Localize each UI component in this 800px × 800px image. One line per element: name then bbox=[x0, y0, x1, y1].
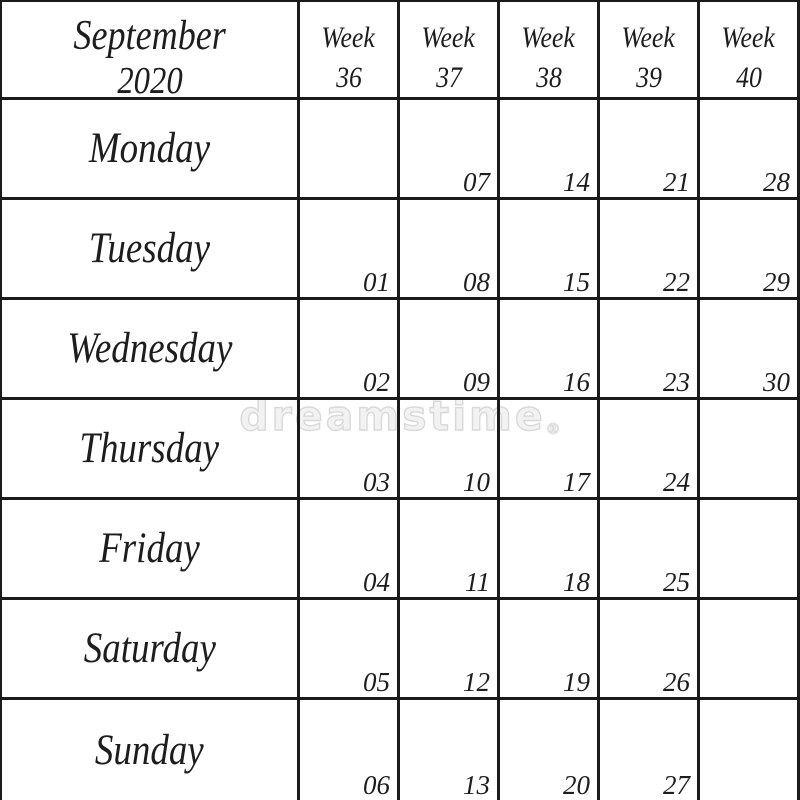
date-number: 29 bbox=[763, 267, 790, 297]
date-cell bbox=[300, 200, 400, 300]
date-cell bbox=[300, 100, 400, 200]
date-number: 26 bbox=[663, 667, 690, 697]
date-cell bbox=[300, 600, 400, 700]
date-cell bbox=[400, 200, 500, 300]
date-number: 09 bbox=[463, 367, 490, 397]
week-number: 39 bbox=[635, 60, 662, 94]
date-cell bbox=[700, 400, 800, 500]
day-row-label-monday bbox=[2, 100, 300, 200]
day-label: Tuesday bbox=[88, 225, 211, 272]
date-cell bbox=[500, 700, 600, 800]
date-number: 19 bbox=[563, 667, 590, 697]
date-cell bbox=[700, 200, 800, 300]
date-number: 14 bbox=[563, 167, 590, 197]
week-label: Week bbox=[621, 20, 676, 54]
day-row-label-friday bbox=[2, 500, 300, 600]
week-label: Week bbox=[421, 20, 476, 54]
day-row-label-saturday bbox=[2, 600, 300, 700]
date-number: 23 bbox=[663, 367, 690, 397]
date-cell bbox=[500, 200, 600, 300]
date-cell bbox=[600, 200, 700, 300]
date-number: 22 bbox=[663, 267, 690, 297]
date-cell bbox=[400, 500, 500, 600]
week-number: 38 bbox=[535, 60, 562, 94]
date-cell bbox=[300, 700, 400, 800]
date-cell bbox=[400, 300, 500, 400]
date-cell bbox=[700, 600, 800, 700]
date-cell bbox=[700, 700, 800, 800]
date-number: 27 bbox=[663, 770, 690, 800]
month-title: September bbox=[73, 13, 226, 59]
date-cell bbox=[600, 600, 700, 700]
day-label: Monday bbox=[88, 125, 211, 172]
month-header-cell bbox=[2, 2, 300, 100]
date-cell bbox=[500, 100, 600, 200]
week-header-36 bbox=[300, 2, 400, 100]
date-cell bbox=[600, 500, 700, 600]
date-number: 11 bbox=[465, 567, 490, 597]
date-cell bbox=[500, 500, 600, 600]
day-row-label-tuesday bbox=[2, 200, 300, 300]
day-label: Saturday bbox=[83, 625, 216, 672]
date-number: 08 bbox=[463, 267, 490, 297]
date-number: 05 bbox=[363, 667, 390, 697]
date-cell bbox=[400, 400, 500, 500]
date-cell bbox=[300, 500, 400, 600]
watermark-brand-text: dreamstime bbox=[239, 392, 546, 440]
date-number: 15 bbox=[563, 267, 590, 297]
date-cell bbox=[400, 600, 500, 700]
date-cell bbox=[700, 500, 800, 600]
date-cell bbox=[500, 300, 600, 400]
week-number: 40 bbox=[735, 60, 762, 94]
date-number: 13 bbox=[463, 770, 490, 800]
week-header-37 bbox=[400, 2, 500, 100]
day-label: Friday bbox=[99, 525, 200, 572]
date-cell bbox=[300, 400, 400, 500]
day-row-label-thursday bbox=[2, 400, 300, 500]
week-number: 37 bbox=[435, 60, 462, 94]
registered-trademark-icon: ® bbox=[545, 420, 561, 438]
date-number: 20 bbox=[563, 770, 590, 800]
date-cell bbox=[500, 600, 600, 700]
date-number: 24 bbox=[663, 467, 690, 497]
week-number: 36 bbox=[335, 60, 362, 94]
date-number: 01 bbox=[363, 267, 390, 297]
date-cell bbox=[500, 400, 600, 500]
week-header-40 bbox=[700, 2, 800, 100]
date-number: 12 bbox=[463, 667, 490, 697]
date-number: 17 bbox=[563, 467, 590, 497]
week-header-38 bbox=[500, 2, 600, 100]
date-cell bbox=[600, 700, 700, 800]
date-number: 30 bbox=[763, 367, 790, 397]
date-number: 25 bbox=[663, 567, 690, 597]
week-label: Week bbox=[321, 20, 376, 54]
date-number: 03 bbox=[363, 467, 390, 497]
date-cell bbox=[600, 400, 700, 500]
date-number: 06 bbox=[363, 770, 390, 800]
day-label: Sunday bbox=[95, 726, 204, 774]
date-number: 10 bbox=[463, 467, 490, 497]
date-cell bbox=[400, 700, 500, 800]
year-label: 2020 bbox=[116, 60, 183, 100]
week-header-39 bbox=[600, 2, 700, 100]
date-cell bbox=[700, 300, 800, 400]
date-number: 18 bbox=[563, 567, 590, 597]
date-cell bbox=[700, 100, 800, 200]
date-cell bbox=[600, 100, 700, 200]
week-label: Week bbox=[521, 20, 576, 54]
date-number: 04 bbox=[363, 567, 390, 597]
week-label: Week bbox=[721, 20, 776, 54]
date-number: 02 bbox=[363, 367, 390, 397]
date-number: 07 bbox=[463, 167, 490, 197]
day-row-label-sunday bbox=[2, 700, 300, 800]
day-row-label-wednesday bbox=[2, 300, 300, 400]
date-cell bbox=[300, 300, 400, 400]
date-number: 28 bbox=[763, 167, 790, 197]
day-label: Thursday bbox=[79, 425, 220, 472]
date-number: 21 bbox=[663, 167, 690, 197]
date-number: 16 bbox=[563, 367, 590, 397]
day-label: Wednesday bbox=[66, 325, 233, 372]
date-cell bbox=[600, 300, 700, 400]
date-cell bbox=[400, 100, 500, 200]
